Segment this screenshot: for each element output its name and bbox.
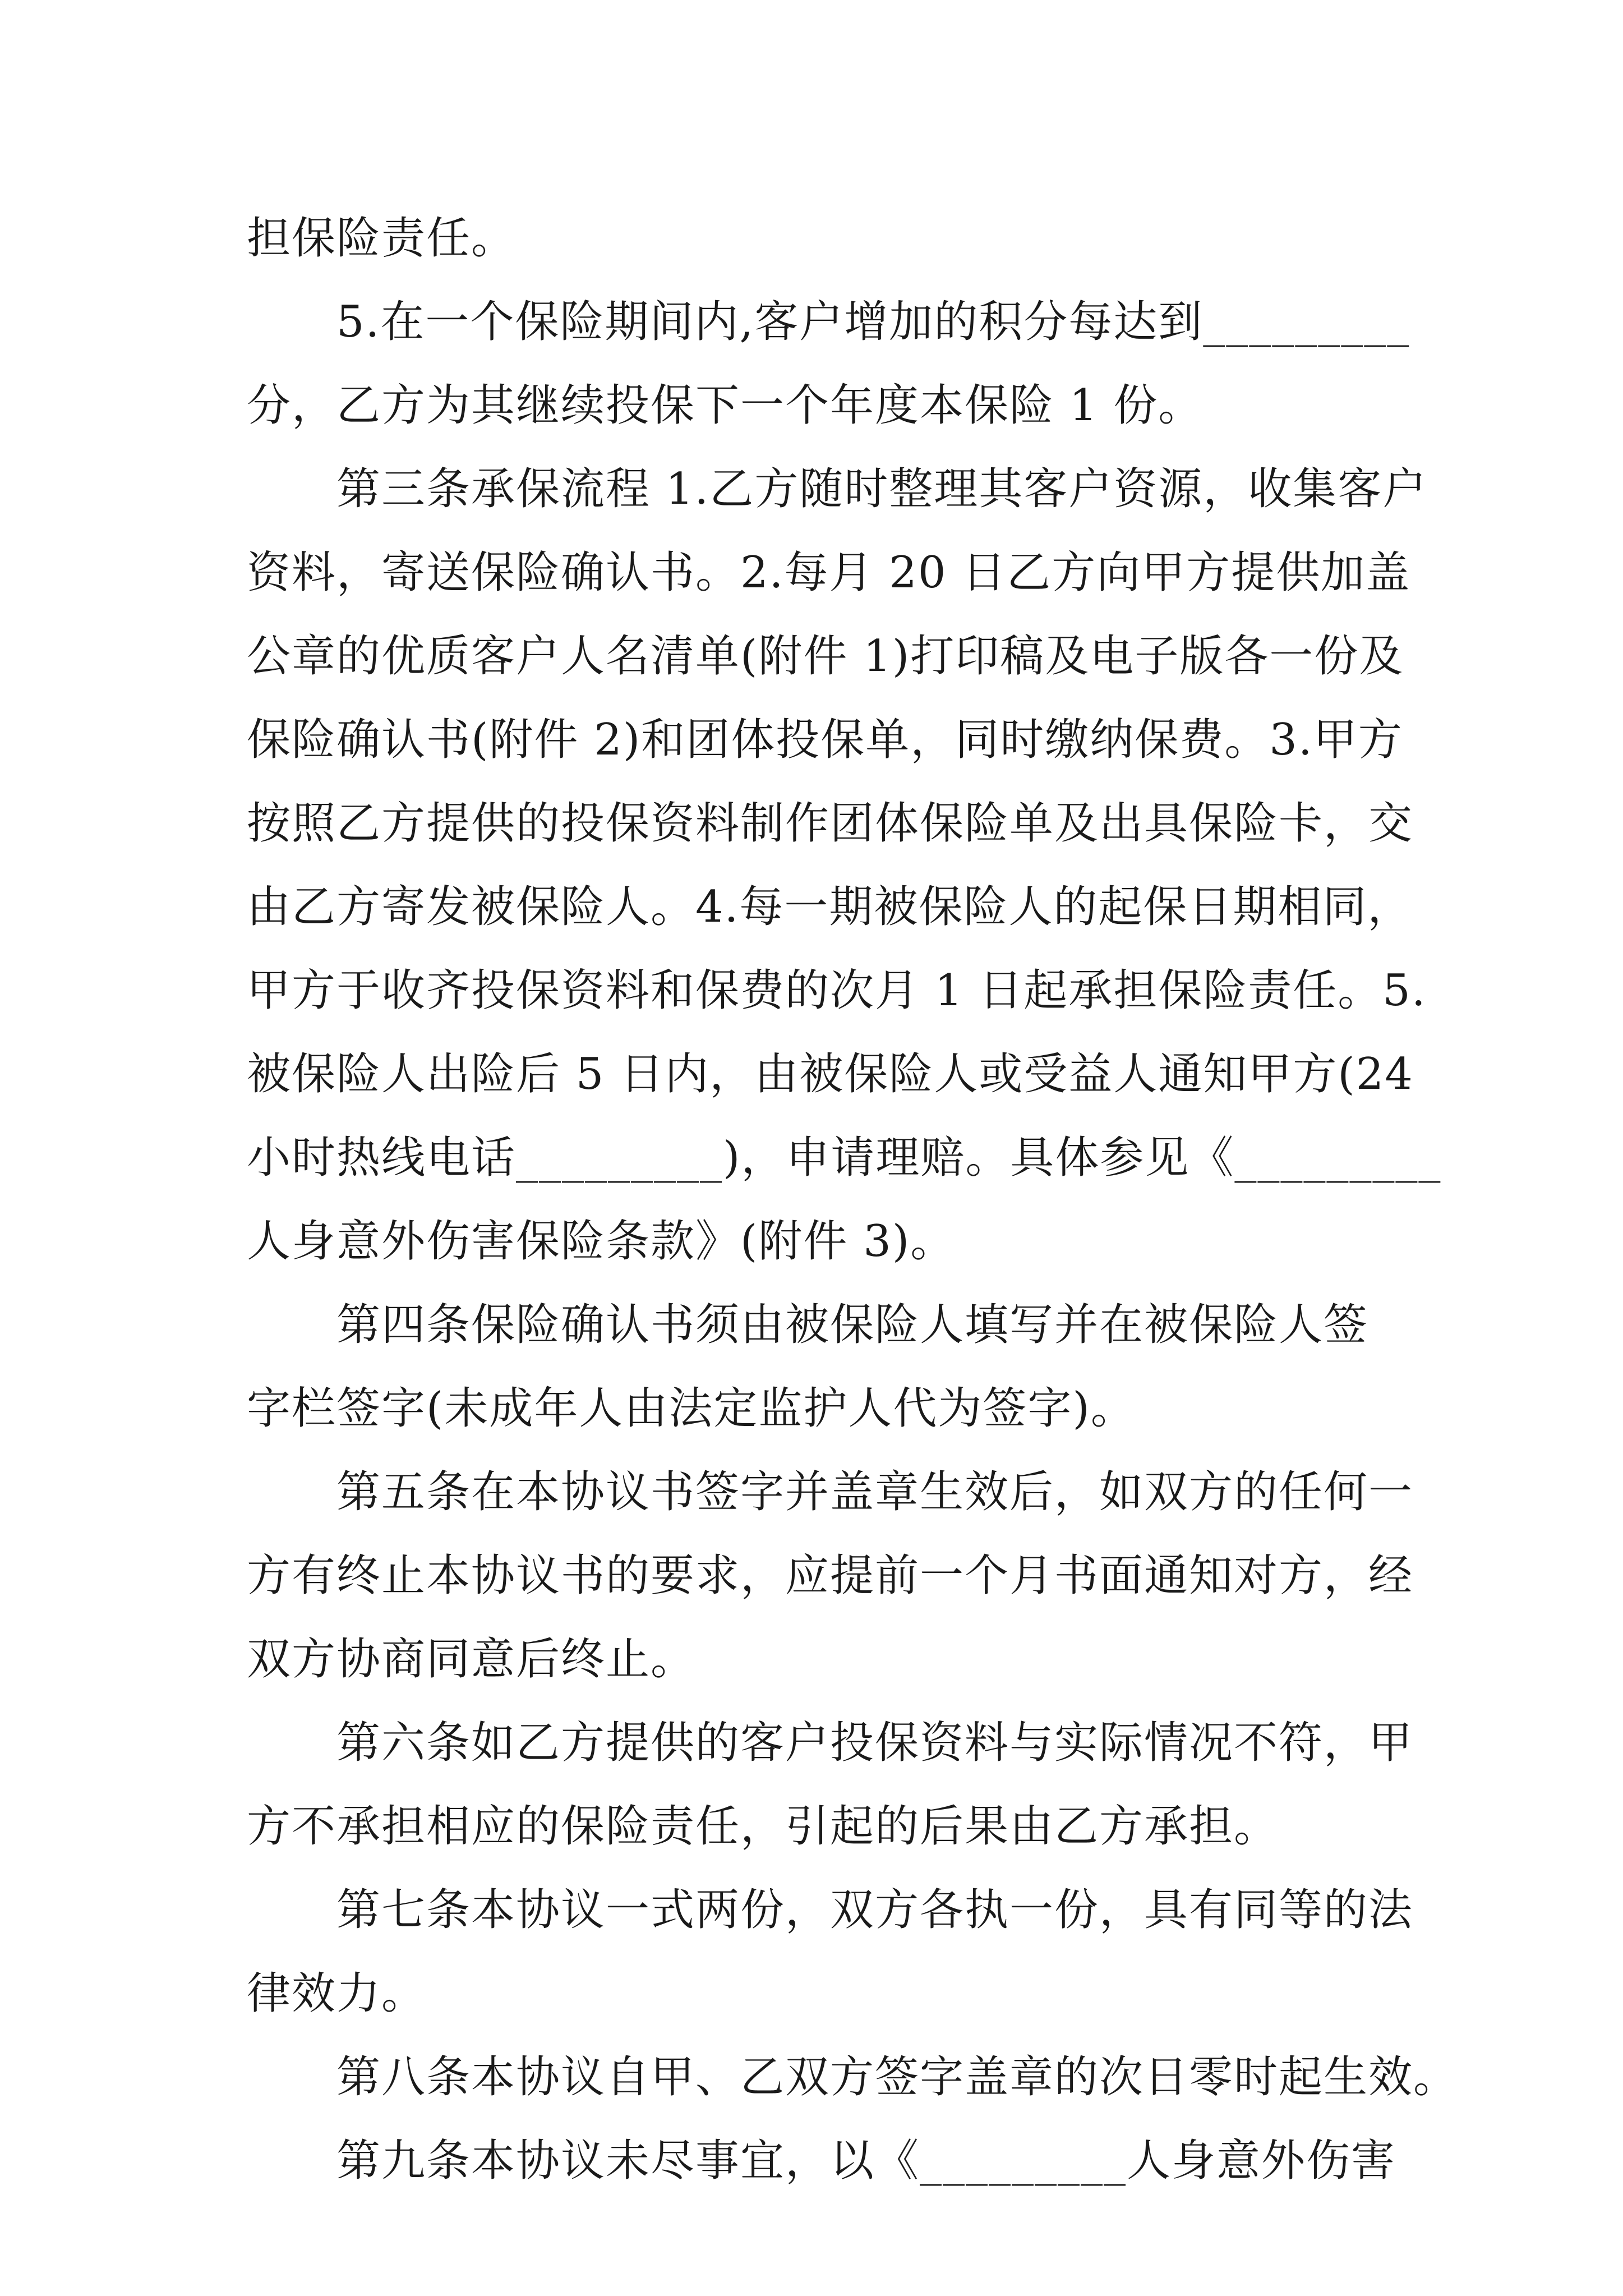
text-line: 保险确认书(附件 2)和团体投保单，同时缴纳保费。3.甲方 <box>247 715 1403 765</box>
text-line: 公章的优质客户人名清单(附件 1)打印稿及电子版各一份及 <box>247 631 1404 682</box>
text-line: 第三条承保流程 1.乙方随时整理其客户资源，收集客户 <box>336 464 1428 514</box>
text-line: 分，乙方为其继续投保下一个年度本保险 1 份。 <box>247 380 1204 431</box>
text-line: 第五条在本协议书签字并盖章生效后，如双方的任何一 <box>336 1467 1414 1517</box>
text-line: 按照乙方提供的投保资料制作团体保险单及出具保险卡，交 <box>247 798 1414 849</box>
text-line: 甲方于收齐投保资料和保费的次月 1 日起承担保险责任。5. <box>247 965 1427 1016</box>
text-line: 双方协商同意后终止。 <box>247 1634 696 1685</box>
text-line: 由乙方寄发被保险人。4.每一期被保险人的起保日期相同， <box>247 882 1413 932</box>
text-line: 人身意外伤害保险条款》(附件 3)。 <box>247 1216 956 1267</box>
text-line: 第八条本协议自甲、乙双方签字盖章的次日零时起生效。 <box>336 2052 1459 2102</box>
text-line: 5.在一个保险期间内,客户增加的积分每达到_________ <box>336 297 1410 347</box>
text-line: 第九条本协议未尽事宜，以《_________人身意外伤害 <box>336 2136 1396 2186</box>
text-line: 担保险责任。 <box>247 213 517 264</box>
text-line: 资料，寄送保险确认书。2.每月 20 日乙方向甲方提供加盖 <box>247 547 1411 598</box>
text-line: 小时热线电话_________)，申请理赔。具体参见《_________ <box>247 1133 1442 1183</box>
text-line: 方不承担相应的保险责任，引起的后果由乙方承担。 <box>247 1801 1279 1852</box>
text-line: 被保险人出险后 5 日内，由被保险人或受益人通知甲方(24 <box>247 1049 1414 1099</box>
text-line: 律效力。 <box>247 1968 427 2019</box>
text-line: 字栏签字(未成年人由法定监护人代为签字)。 <box>247 1383 1136 1434</box>
text-line: 第四条保险确认书须由被保险人填写并在被保险人签 <box>336 1300 1369 1350</box>
text-line: 第六条如乙方提供的客户投保资料与实际情况不符，甲 <box>336 1718 1414 1768</box>
text-line: 第七条本协议一式两份，双方各执一份，具有同等的法 <box>336 1885 1414 1935</box>
text-line: 方有终止本协议书的要求，应提前一个月书面通知对方，经 <box>247 1550 1414 1601</box>
